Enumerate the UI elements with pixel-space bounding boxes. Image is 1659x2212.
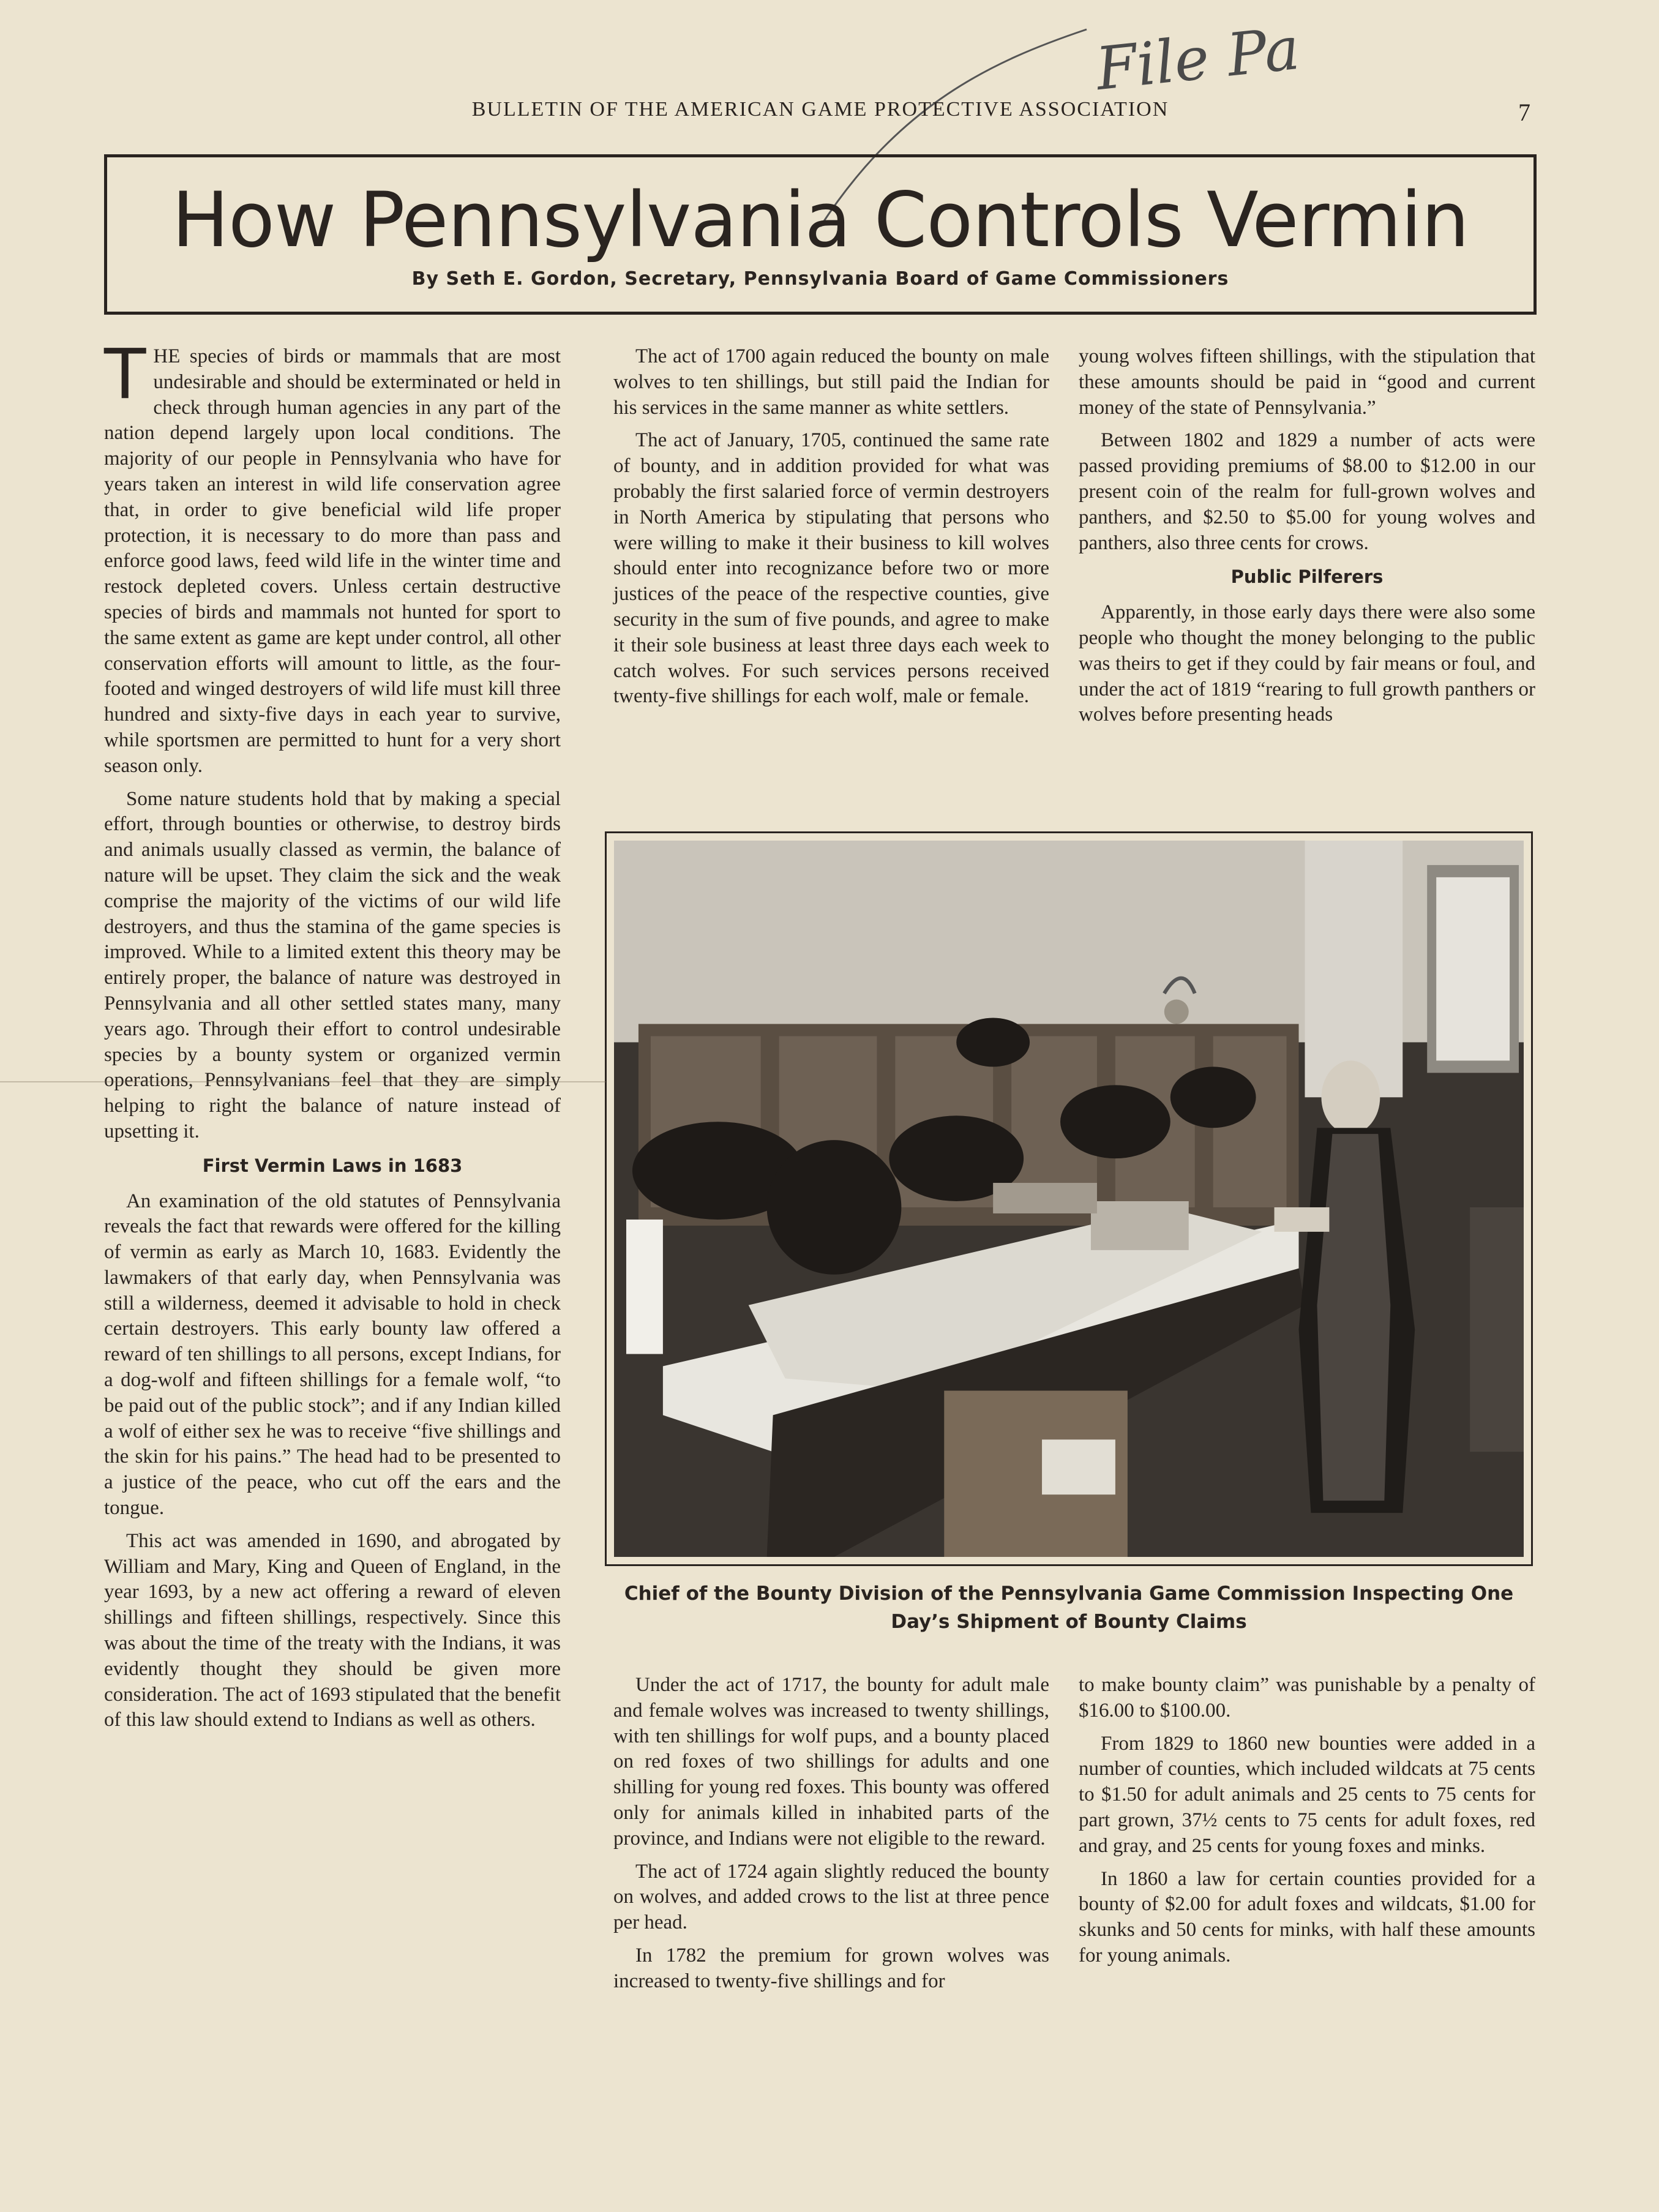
handwritten-note: File Pa: [1093, 13, 1303, 104]
paper-fold-crease: [0, 1081, 606, 1082]
paragraph: The act of 1700 again reduced the bounty on male wolves to ten shillings, but still paid the Indian for his services in the same manner as white settlers.: [613, 345, 1049, 419]
article-title: How Pennsylvania Controls Vermin: [171, 176, 1469, 264]
paragraph: The act of January, 1705, continued the same rate of bounty, and in addition provided for what was probably the first salaried force of vermin destroyers in North America by stipulating that persons who were willing to make it their business to kill wolves should enter into recognizance before two or more justices of the peace of the respective counties, give security in the sum of five pounds, and agree to make it their sole business at least three days each week to catch wolves. For such services persons received twenty-five shillings for each wolf, male or female.: [613, 429, 1049, 708]
column-2-bottom: [613, 1673, 1049, 2002]
column-2-top: [613, 344, 1049, 717]
column-3-top: [1079, 344, 1535, 735]
column-1: [104, 335, 561, 1741]
paragraph: In 1860 a law for certain counties provided for a bounty of $2.00 for adult foxes and wildcats, $1.00 for skunks and 50 cents for minks, with half these amounts for young animals.: [1079, 1867, 1535, 1966]
page-number: 7: [1518, 99, 1530, 126]
paragraph: young wolves fifteen shillings, with the stipulation that these amounts should be paid in “good and current money of the state of Pennsylvania.”: [1079, 345, 1535, 419]
paragraph: The act of 1724 again slightly reduced the bounty on wolves, and added crows to the list at three pence per head.: [613, 1860, 1049, 1934]
running-head: BULLETIN OF THE AMERICAN GAME PROTECTIVE ASSOCIATION: [471, 98, 1169, 121]
paragraph: From 1829 to 1860 new bounties were added in a number of counties, which included wildcats at 75 cents to $1.50 for adult animals and 25 cents to 75 cents for part grown, 37½ cents to 75 cents for adult foxes, red and gray, and 25 cents for young foxes and minks.: [1079, 1732, 1535, 1857]
paragraph: Under the act of 1717, the bounty for adult male and female wolves was increased to twenty shillings, with ten shillings for wolf pups, and a bounty placed on red foxes of two shillings for adults and one shilling for young red foxes. This bounty was offered only for animals killed in inhabited parts of the province, and Indians were not eligible to the reward.: [613, 1674, 1049, 1850]
paragraph-text: HE species of birds or mammals that are most undesirable and should be exterminated or held in check through human agencies in any part of the nation depend largely upon local conditions. The majority of our people in Pennsylvania who have for years taken an interest in wild life conservation agree that, in order to give beneficial wild life proper protection, it is necessary to do more than pass and enforce good laws, feed wild life in the winter time and restock depleted covers. Unless certain destructive species of birds and mammals not hunted for sport to the same extent as game are kept under control, all other conservation efforts will amount to little, as the four-footed and winged destroyers of wild life must kill three hundred and sixty-five days in each year to survive, while sportsmen are permitted to hunt for a very short season only.: [104, 345, 561, 777]
paragraph: In 1782 the premium for grown wolves was increased to twenty-five shillings and for: [613, 1944, 1049, 1992]
paragraph: This act was amended in 1690, and abrogated by William and Mary, King and Queen of England, in the year 1693, by a new act offering a reward of eleven shillings and fifteen shillings, respectively. Since this was about the time of the treaty with the Indians, it was evidently thought they should be given more consideration. The act of 1693 stipulated that the benefit of this law should extend to Indians as well as others.: [104, 1529, 561, 1731]
column-3-bottom: [1079, 1673, 1535, 1976]
bounty-office-photo: [614, 841, 1524, 1557]
paragraph: Between 1802 and 1829 a number of acts were passed providing premiums of $8.00 to $12.00 in our present coin of the realm for full-grown wolves and panthers, and $2.50 to $5.00 for young wolves and panthers, also three cents for crows.: [1079, 429, 1535, 554]
title-box: [104, 154, 1537, 315]
paragraph: An examination of the old statutes of Pennsylvania reveals the fact that rewards were offered for the killing of vermin as early as March 10, 1683. Evidently the lawmakers of that early day, when Pennsylvania was still a wilderness, deemed it advisable to hold in check certain destroyers. This early bounty law offered a reward of ten shillings to all persons, except Indians, for a dog-wolf and fifteen shillings for a female wolf, “to be paid out of the public stock”; and if any Indian killed a wolf of either sex he was to receive “five shillings and the skin for his pains.” The head had to be presented to a justice of the peace, who cut off the ears and the tongue.: [104, 1190, 561, 1520]
article-byline: By Seth E. Gordon, Secretary, Pennsylvania Board of Game Commissioners: [411, 268, 1229, 290]
subhead-first-vermin-laws: First Vermin Laws in 1683: [202, 1155, 463, 1176]
paragraph: [104, 335, 561, 779]
photo-frame: [605, 831, 1533, 1566]
subhead-public-pilferers: Public Pilferers: [1230, 566, 1384, 588]
paragraph: Apparently, in those early days there were also some people who thought the money belonging to the public was theirs to get if they could by fair means or foul, and under the act of 1819 “rearing to full growth panthers or wolves before presenting heads: [1079, 601, 1535, 726]
paragraph: Some nature students hold that by making a special effort, through bounties or otherwise, to destroy birds and animals usually classed as vermin, the balance of nature will be upset. They claim the sick and the weak comprise the majority of the victims of our wild life destroyers, and thus the stamina of the game species is improved. While to a limited extent this theory may be entirely proper, the balance of nature was destroyed in Pennsylvania and all other settled states many, many years ago. Through their effort to control undesirable species by a bounty system or organized vermin operations, Pennsylvanians feel that they are simply helping to right the balance of nature instead of upsetting it.: [104, 787, 561, 1142]
paragraph: to make bounty claim” was punishable by a penalty of $16.00 to $100.00.: [1079, 1674, 1535, 1722]
drop-cap: T: [104, 335, 146, 414]
photo-caption: Chief of the Bounty Division of the Pennsylvania Game Commission Inspecting One Day’s Shipment of Bounty Claims: [624, 1583, 1514, 1633]
